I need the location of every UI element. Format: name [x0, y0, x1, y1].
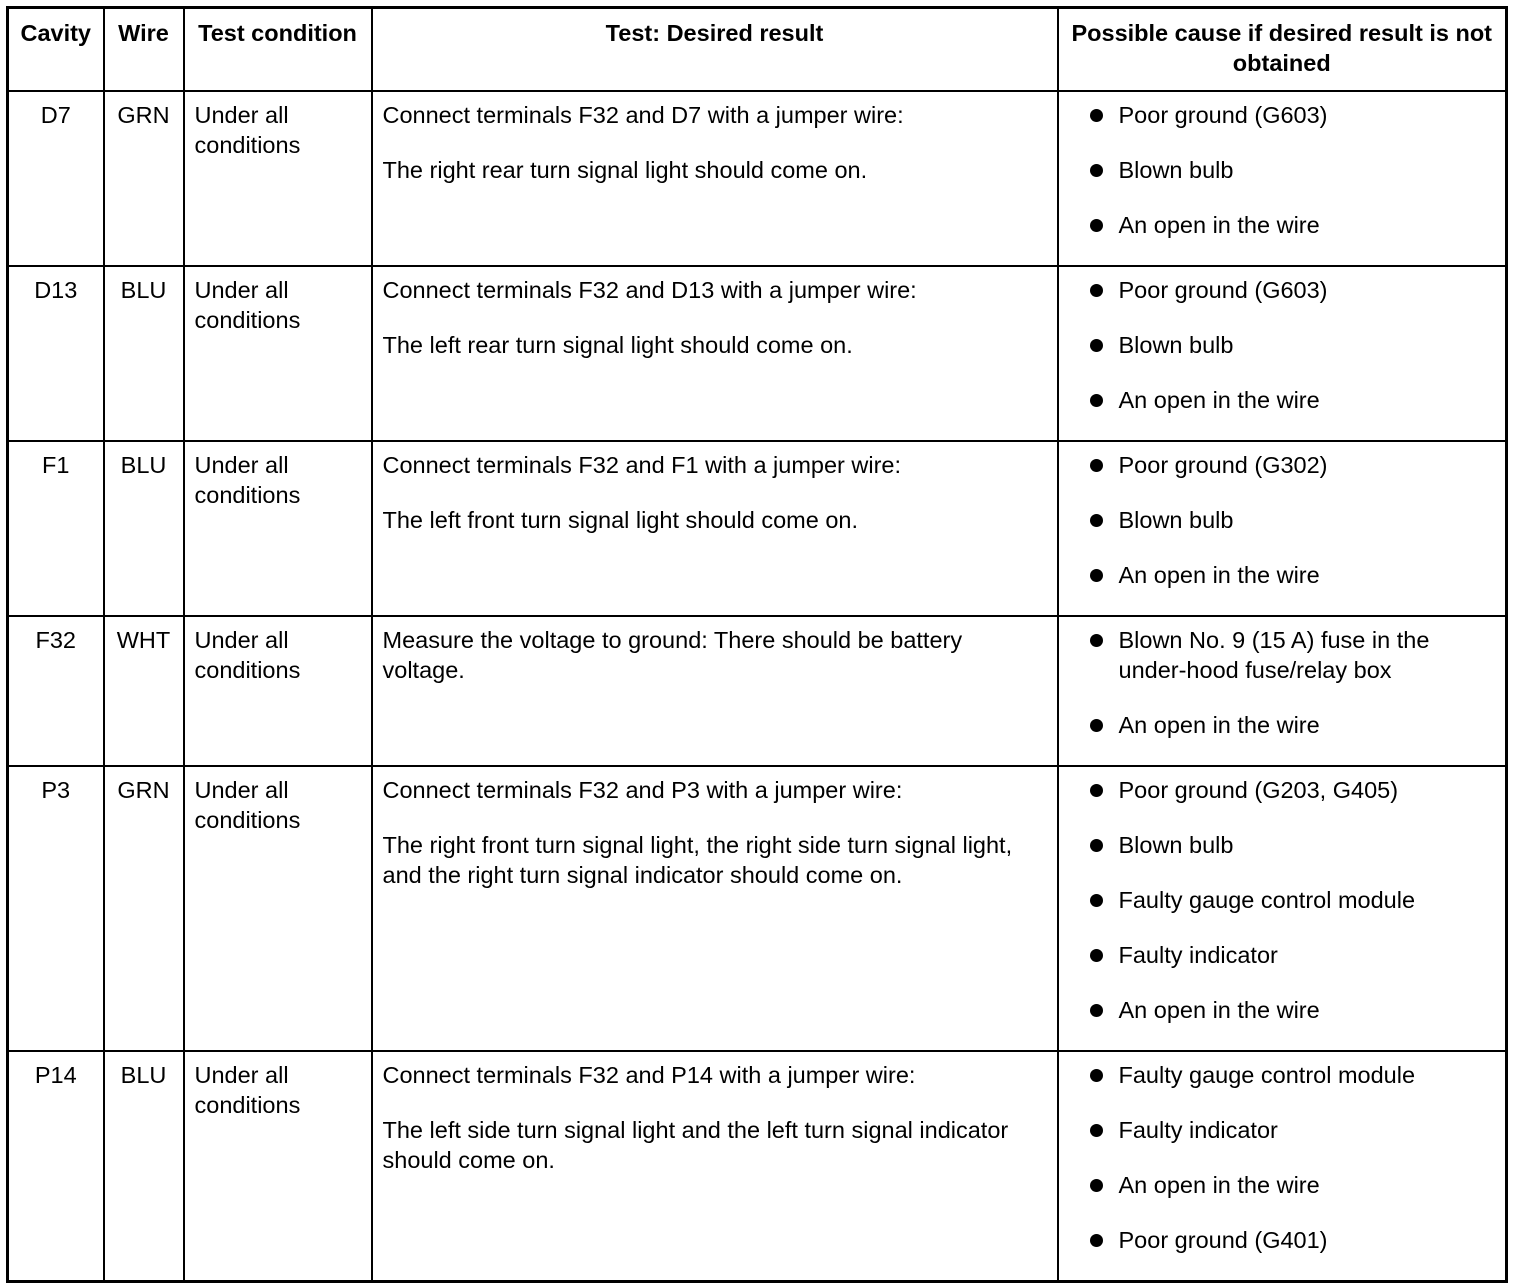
cause-item: Blown No. 9 (15 A) fuse in the under-hood fuse/relay box	[1091, 625, 1498, 685]
table-body	[8, 91, 1507, 1282]
cause-list	[1091, 450, 1498, 590]
test-step: Connect terminals F32 and D7 with a jumper wire:	[382, 101, 904, 128]
wire-cell: BLU	[104, 266, 184, 441]
causes-cell	[1058, 1051, 1507, 1282]
cause-item: Blown bulb	[1091, 330, 1498, 360]
cause-item: Faulty gauge control module	[1091, 885, 1498, 915]
cause-item: An open in the wire	[1091, 385, 1498, 415]
test-step: Measure the voltage to ground: There should be battery voltage.	[382, 626, 963, 683]
test-cell	[372, 266, 1058, 441]
cause-list	[1091, 100, 1498, 240]
cause-item: Poor ground (G603)	[1091, 275, 1498, 305]
cause-item: Blown bulb	[1091, 830, 1498, 860]
cause-item: An open in the wire	[1091, 560, 1498, 590]
table-row	[8, 766, 1507, 1051]
cause-item: Blown bulb	[1091, 155, 1498, 185]
cause-item: Poor ground (G302)	[1091, 450, 1498, 480]
table-row	[8, 441, 1507, 616]
condition-cell: Under all conditions	[184, 1051, 372, 1282]
wire-cell: BLU	[104, 441, 184, 616]
header-wire: Wire	[104, 8, 184, 91]
troubleshooting-table	[6, 6, 1508, 1283]
condition-cell: Under all conditions	[184, 766, 372, 1051]
test-cell	[372, 441, 1058, 616]
test-step: Connect terminals F32 and P3 with a jumper wire:	[382, 776, 903, 803]
cause-item: An open in the wire	[1091, 210, 1498, 240]
cause-item: Poor ground (G603)	[1091, 100, 1498, 130]
cavity-cell: D7	[8, 91, 104, 266]
wire-cell: BLU	[104, 1051, 184, 1282]
header-cavity: Cavity	[8, 8, 104, 91]
test-cell	[372, 91, 1058, 266]
wire-cell: WHT	[104, 616, 184, 766]
cause-list	[1091, 775, 1498, 1025]
cavity-cell: P14	[8, 1051, 104, 1282]
test-step: The left side turn signal light and the left turn signal indicator should come on.	[382, 1116, 1009, 1173]
wire-cell: GRN	[104, 766, 184, 1051]
cavity-cell: D13	[8, 266, 104, 441]
condition-cell: Under all conditions	[184, 441, 372, 616]
table-row	[8, 1051, 1507, 1282]
test-step: The right front turn signal light, the right side turn signal light, and the right turn signal indicator should come on.	[382, 831, 1013, 888]
test-step: The right rear turn signal light should come on.	[382, 156, 868, 183]
condition-cell: Under all conditions	[184, 616, 372, 766]
table-row	[8, 616, 1507, 766]
cause-item: Faulty indicator	[1091, 940, 1498, 970]
cause-list	[1091, 625, 1498, 740]
cavity-cell: F32	[8, 616, 104, 766]
test-step: Connect terminals F32 and P14 with a jumper wire:	[382, 1061, 916, 1088]
causes-cell	[1058, 441, 1507, 616]
cause-item: An open in the wire	[1091, 710, 1498, 740]
table-row	[8, 91, 1507, 266]
cause-item: An open in the wire	[1091, 1170, 1498, 1200]
wire-cell: GRN	[104, 91, 184, 266]
header-test-condition: Test condition	[184, 8, 372, 91]
cause-list	[1091, 1060, 1498, 1255]
test-cell	[372, 1051, 1058, 1282]
test-cell	[372, 766, 1058, 1051]
cause-item: Faulty gauge control module	[1091, 1060, 1498, 1090]
test-step: The left rear turn signal light should come on.	[382, 331, 853, 358]
header-test-desired-result: Test: Desired result	[372, 8, 1058, 91]
test-step: The left front turn signal light should come on.	[382, 506, 858, 533]
cause-item: Faulty indicator	[1091, 1115, 1498, 1145]
table-row	[8, 266, 1507, 441]
test-cell	[372, 616, 1058, 766]
cavity-cell: P3	[8, 766, 104, 1051]
header-possible-cause: Possible cause if desired result is not obtained	[1058, 8, 1507, 91]
causes-cell	[1058, 266, 1507, 441]
test-step: Connect terminals F32 and D13 with a jumper wire:	[382, 276, 917, 303]
cause-list	[1091, 275, 1498, 415]
causes-cell	[1058, 91, 1507, 266]
cavity-cell: F1	[8, 441, 104, 616]
condition-cell: Under all conditions	[184, 91, 372, 266]
cause-item: Blown bulb	[1091, 505, 1498, 535]
causes-cell	[1058, 616, 1507, 766]
condition-cell: Under all conditions	[184, 266, 372, 441]
cause-item: Poor ground (G203, G405)	[1091, 775, 1498, 805]
causes-cell	[1058, 766, 1507, 1051]
cause-item: An open in the wire	[1091, 995, 1498, 1025]
table-header-row	[8, 8, 1507, 91]
test-step: Connect terminals F32 and F1 with a jumper wire:	[382, 451, 902, 478]
cause-item: Poor ground (G401)	[1091, 1225, 1498, 1255]
